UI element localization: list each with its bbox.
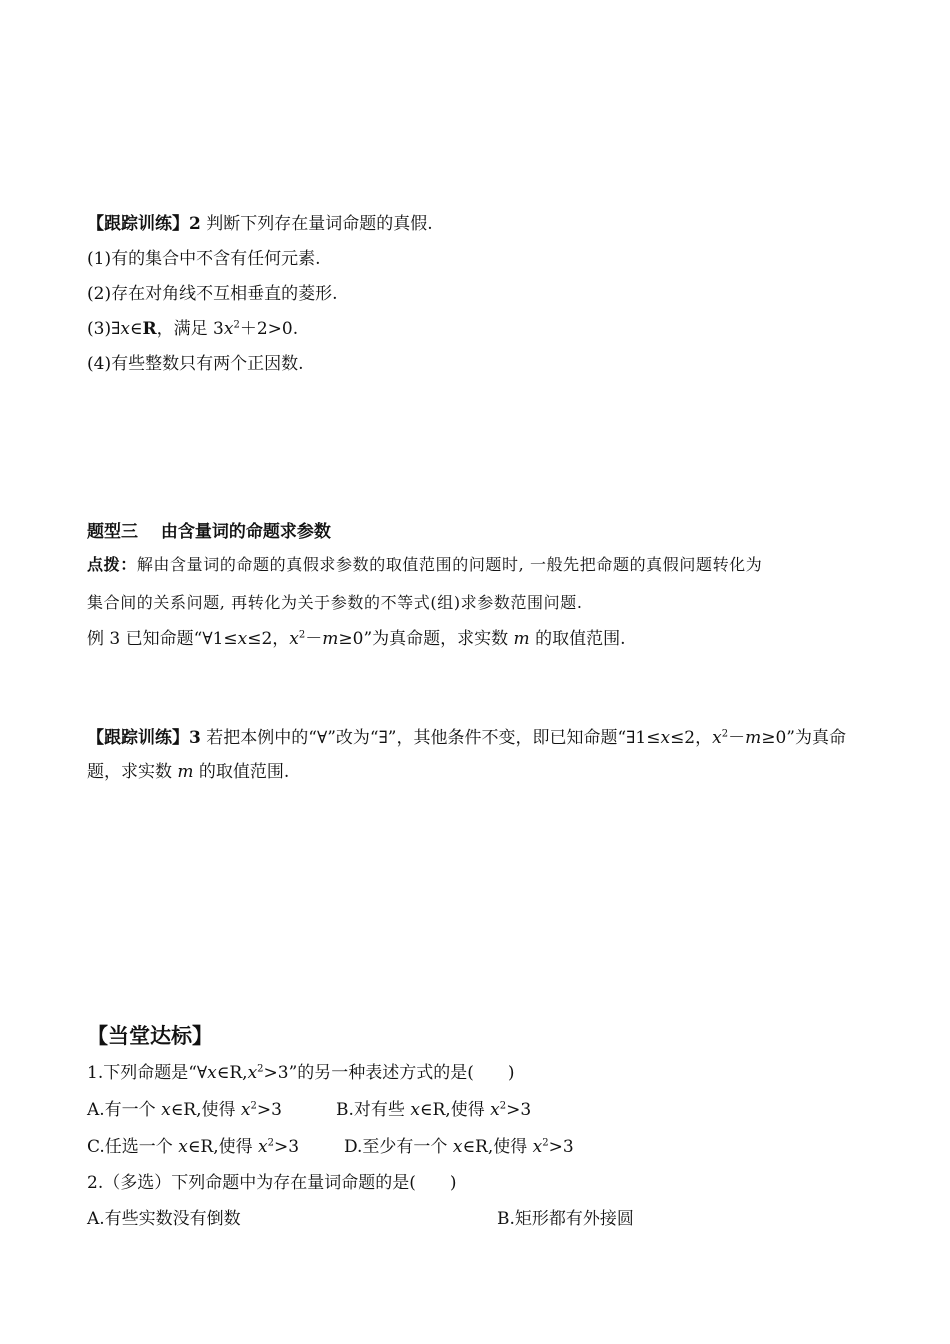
training2-item-3: (3)∃x∈R，满足 $3x^2+2>0$. (87, 319, 299, 339)
quiz-q2-option-b: B.矩形都有外接圆 (497, 1209, 634, 1229)
quiz-q2: 2.（多选）下列命题中为存在量词命题的是( ) (87, 1173, 457, 1193)
section3-hint-line2: 集合间的关系问题, 再转化为关于参数的不等式(组)求参数范围问题. (87, 593, 583, 612)
training3: 【跟踪训练】3 若把本例中的“∀”改为“∃”，其他条件不变，即已知命题“∃1≤x≤2，$x^2-m\ge 0$”为真命题，求实数 m 的取值范围. (87, 728, 846, 782)
quiz-q1-option-c: C.任选一个 x∈R,使得 $x^2>3$ (87, 1137, 300, 1157)
example3: 例 3 已知命题“∀1≤x≤2，$x^2-m\ge 0$”为真命题，求实数 m 的取值范围. (87, 629, 626, 649)
training2-item-1: (1)有的集合中不含有任何元素. (87, 249, 321, 269)
training2-title: 【跟踪训练】2 判断下列存在量词命题的真假. (87, 214, 433, 234)
training2-item-2: (2)存在对角线不互相垂直的菱形. (87, 284, 338, 304)
quiz-q1-option-d: D.至少有一个 x∈R,使得 $x^2>3$ (344, 1137, 574, 1157)
quiz-q1: 1.下列命题是“$\forall x\in R,x^2>3$”的另一种表述方式的是( ) (87, 1063, 515, 1083)
quiz-q1-option-b: B.对有些 x∈R,使得 $x^2>3$ (336, 1100, 532, 1120)
quiz-q1-option-a: A.有一个 x∈R,使得 $x^2>3$ (87, 1100, 282, 1120)
section3-hint-line1: 点拨：解由含量词的命题的真假求参数的取值范围的问题时, 一般先把命题的真假问题转化为 (87, 555, 763, 574)
quiz-heading: 【当堂达标】 (87, 1024, 213, 1048)
quiz-q2-option-a: A.有些实数没有倒数 (87, 1209, 241, 1229)
section3-heading: 题型三 由含量词的命题求参数 (87, 522, 331, 542)
training2-item-4: (4)有些整数只有两个正因数. (87, 354, 304, 374)
